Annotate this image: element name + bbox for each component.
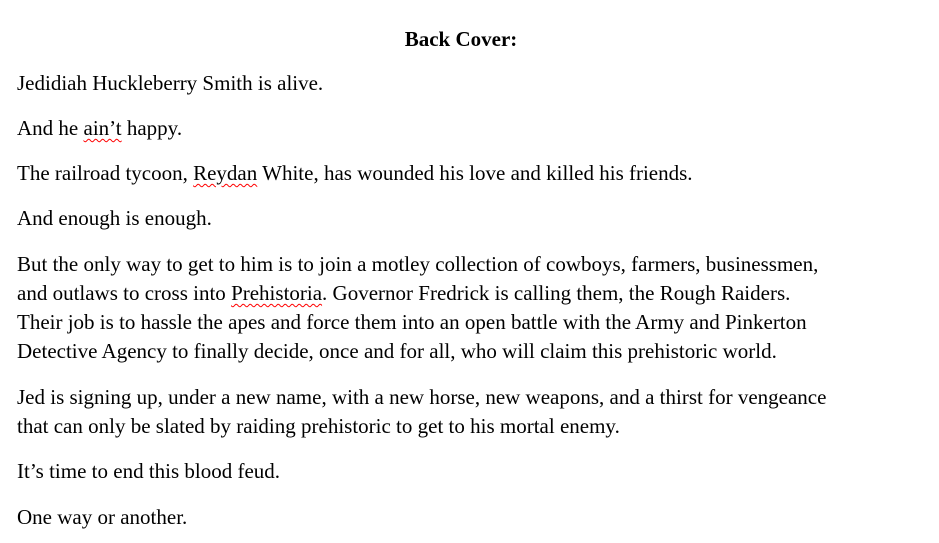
paragraph-6-line-2: that can only be slated by raiding prehistoric to get to his mortal enemy. bbox=[17, 414, 620, 438]
paragraph-5 bbox=[17, 250, 935, 366]
paragraph-7: It’s time to end this blood feud. bbox=[17, 459, 281, 483]
spellcheck-flagged-word[interactable]: Prehistoria bbox=[231, 281, 323, 305]
paragraph-1: Jedidiah Huckleberry Smith is alive. bbox=[17, 71, 324, 95]
paragraph-3-text: The railroad tycoon, bbox=[17, 161, 194, 185]
paragraph-4: And enough is enough. bbox=[17, 206, 212, 230]
paragraph-5-line-4: Detective Agency to finally decide, once and for all, who will claim this prehistoric world. bbox=[17, 339, 777, 363]
spellcheck-flagged-word[interactable]: ain’t bbox=[83, 116, 122, 140]
paragraph-6 bbox=[17, 383, 935, 441]
paragraph-3 bbox=[17, 159, 935, 188]
paragraph-2-text: And he bbox=[17, 116, 84, 140]
paragraph-5-text: and outlaws to cross into bbox=[17, 281, 232, 305]
spellcheck-flagged-word[interactable]: Reydan bbox=[193, 161, 258, 185]
paragraph-5-line-3: Their job is to hassle the apes and force them into an open battle with the Army and Pinkerton bbox=[17, 310, 807, 334]
page-title: Back Cover: bbox=[404, 27, 518, 51]
paragraph-5-text: . Governor Fredrick is calling them, the Rough Raiders. bbox=[322, 281, 791, 305]
paragraph-2-text: happy. bbox=[121, 116, 183, 140]
paragraph-5-line-2 bbox=[17, 279, 935, 308]
paragraph-3-text: White, has wounded his love and killed his friends. bbox=[257, 161, 693, 185]
paragraph-6-line-1: Jed is signing up, under a new name, with a new horse, new weapons, and a thirst for vengeance bbox=[17, 385, 827, 409]
paragraph-2 bbox=[17, 114, 935, 143]
paragraph-5-line-1: But the only way to get to him is to join a motley collection of cowboys, farmers, businessmen, bbox=[17, 252, 819, 276]
paragraph-8: One way or another. bbox=[17, 505, 188, 529]
